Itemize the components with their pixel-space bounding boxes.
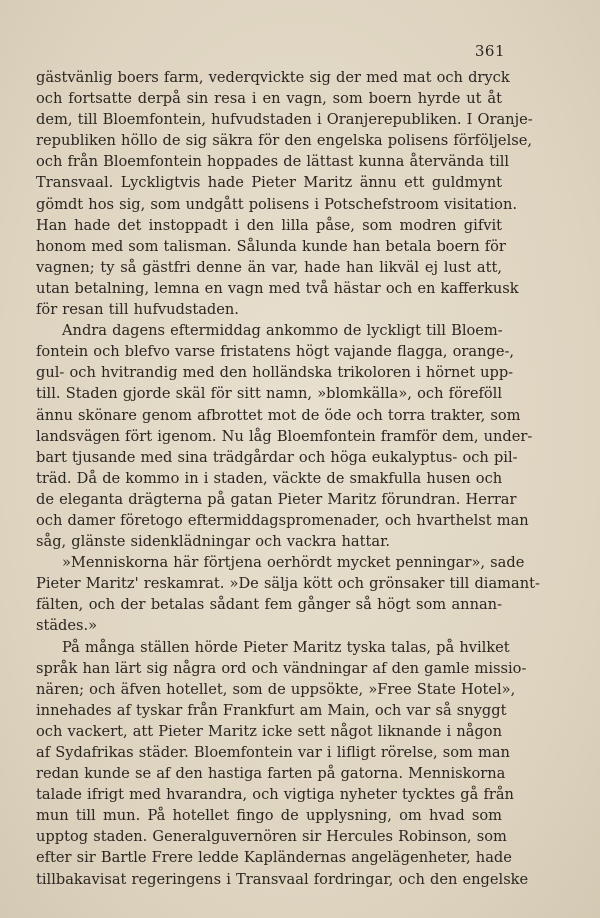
text-line: innehades af tyskar från Frankfurt am Main, och var så snyggt	[36, 701, 507, 719]
text-line: nären; och äfven hotellet, som de uppsökte, »Free State Hotel»,	[36, 680, 516, 698]
text-line: På många ställen hörde Pieter Maritz tyska talas, på hvilket	[62, 638, 510, 656]
text-line: utan betalning, lemna en vagn med två hästar och en kafferkusk	[36, 279, 519, 297]
text-line: af Sydafrikas städer. Bloemfontein var i lifligt rörelse, som man	[36, 744, 510, 761]
text-line: gömdt hos sig, som undgått polisens i Potschefstroom visitation.	[36, 195, 517, 213]
text-line: bart tjusande med sina trädgårdar och höga eukalyptus- och pil-	[36, 448, 518, 466]
text-line: för resan till hufvudstaden.	[36, 301, 239, 319]
text-line: fontein och blefvo varse fristatens högt vajande flagga, orange-,	[36, 343, 515, 361]
text-line: dem, till Bloemfontein, hufvudstaden i Oranjerepubliken. I Oranje-	[36, 111, 533, 129]
text-line: såg, glänste sidenklädningar och vackra hattar.	[36, 533, 391, 551]
text-line: och från Bloemfontein hoppades de lättast kunna återvända till	[36, 153, 510, 171]
text-line: republiken höllo de sig säkra för den engelska polisens förföljelse,	[36, 132, 532, 150]
text-line: talade ifrigt med hvarandra, och vigtiga nyheter tycktes gå från	[36, 786, 514, 804]
body-text	[36, 67, 540, 890]
text-line: tillbakavisat regeringens i Transvaal fordringar, och den engelske	[36, 870, 529, 888]
text-line: och fortsatte derpå sin resa i en vagn, som boern hyrde ut åt	[36, 90, 502, 108]
text-line: gästvänlig boers farm, vederqvickte sig der med mat och dryck	[36, 69, 510, 86]
text-line: träd. Då de kommo in i staden, väckte de smakfulla husen och	[36, 469, 503, 487]
text-line: fälten, och der betalas sådant fem gånger så högt som annan-	[36, 596, 502, 614]
text-line: städes.»	[36, 617, 98, 635]
page-number: 361	[474, 42, 505, 60]
text-line: gul- och hvitrandig med den holländska trikoloren i hörnet upp-	[36, 364, 514, 382]
text-line: Andra dagens eftermiddag ankommo de lyckligt till Bloem-	[62, 322, 503, 340]
text-line: efter sir Bartle Frere ledde Kapländernas angelägenheter, hade	[36, 849, 512, 867]
text-line: Han hade det instoppadt i den lilla påse, som modren gifvit	[36, 216, 502, 234]
text-line: vagnen; ty så gästfri denne än var, hade han likväl ej lust att,	[36, 258, 502, 276]
text-line: honom med som talisman. Sålunda kunde han betala boern för	[36, 237, 506, 255]
text-line: Transvaal. Lyckligtvis hade Pieter Maritz ännu ett guldmynt	[36, 174, 502, 192]
text-line: ännu skönare genom afbrottet mot de öde och torra trakter, som	[36, 406, 521, 424]
text-line: redan kunde se af den hastiga farten på gatorna. Menniskorna	[36, 765, 506, 783]
text-line: och damer företogo eftermiddagspromenader, och hvarthelst man	[36, 511, 529, 529]
text-line: och vackert, att Pieter Maritz icke sett något liknande i någon	[36, 722, 502, 740]
text-line: de eleganta drägterna på gatan Pieter Maritz förundran. Herrar	[36, 490, 517, 508]
text-line: upptog staden. Generalguvernören sir Hercules Robinson, som	[36, 828, 507, 846]
text-line: till. Staden gjorde skäl för sitt namn, »blomkälla», och föreföll	[36, 385, 502, 403]
text-line: Pieter Maritz' reskamrat. »De sälja kött och grönsaker till diamant-	[36, 575, 540, 593]
text-line: språk han lärt sig några ord och vändningar af den gamle missio-	[36, 659, 527, 677]
text-line: »Menniskorna här förtjena oerhördt mycket penningar», sade	[62, 554, 525, 572]
text-line: mun till mun. På hotellet fingo de upplysning, om hvad som	[36, 807, 502, 825]
text-line: landsvägen fört igenom. Nu låg Bloemfontein framför dem, under-	[36, 427, 533, 445]
